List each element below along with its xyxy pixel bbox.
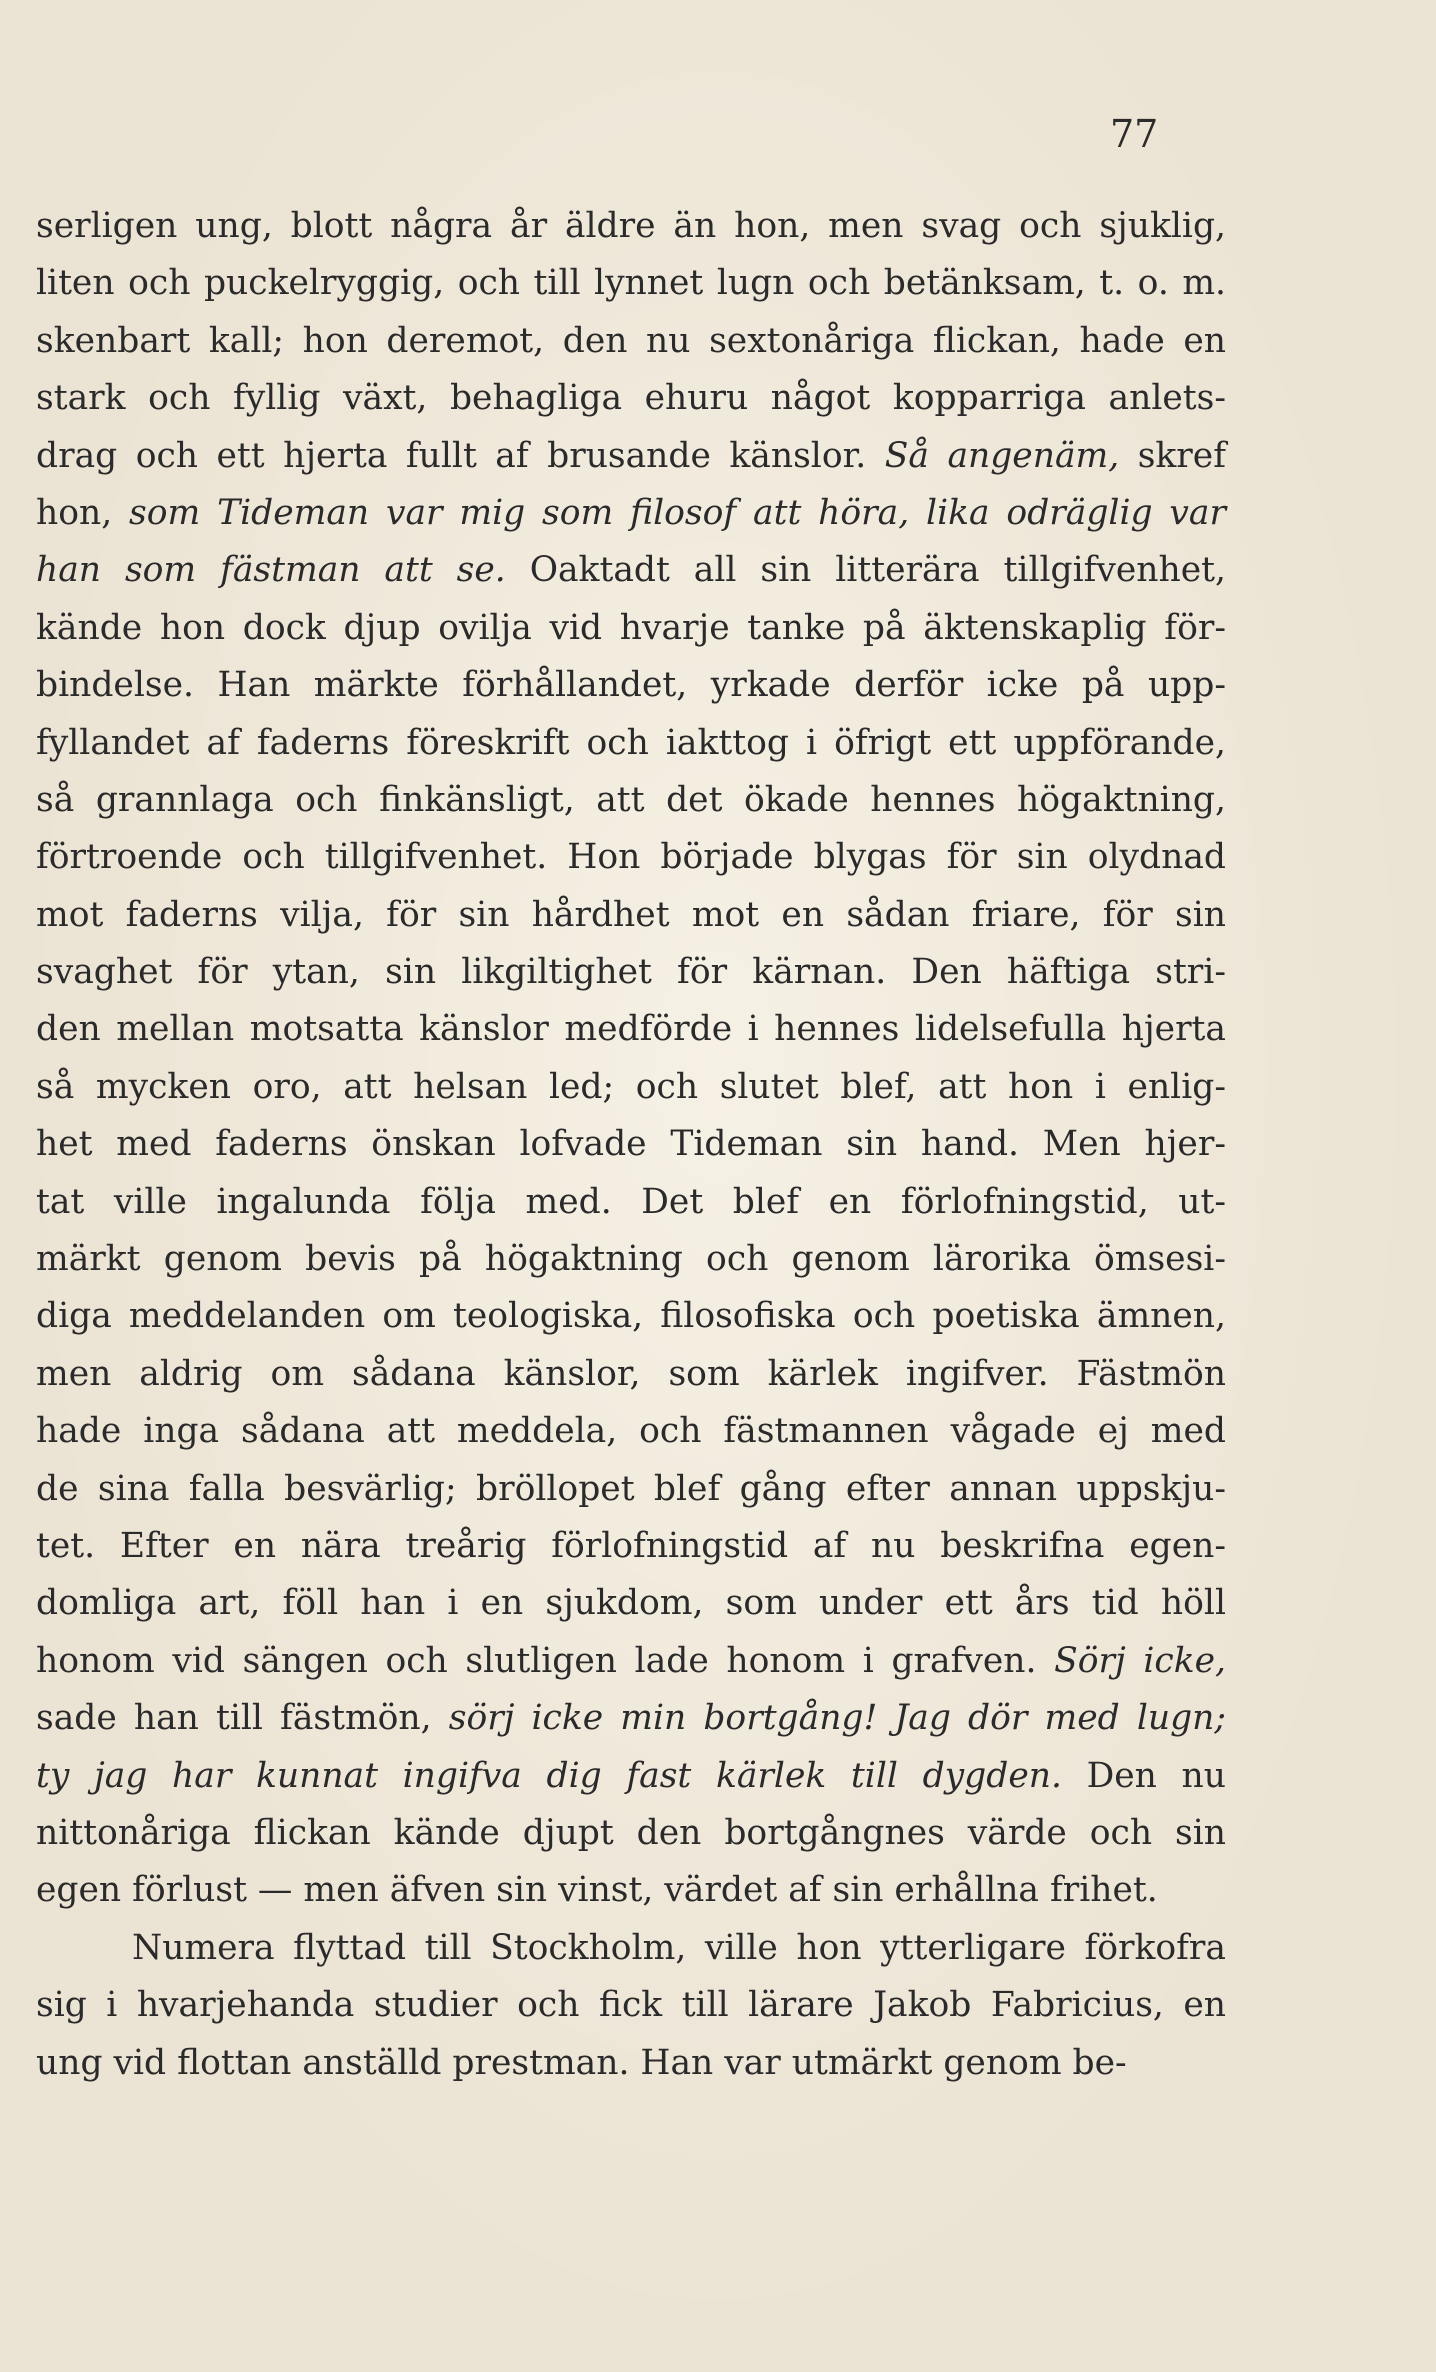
text-line bbox=[36, 2035, 1226, 2092]
italic-quote-segment: ty jag har kunnat ingifva dig fast kärlek till dygden. bbox=[36, 1755, 1062, 1796]
text-segment: liten och puckelryggig, och till lynnet lugn och betänksam, t. o. m. bbox=[36, 263, 1226, 304]
text-segment: stark och fyllig växt, behagliga ehuru något kopparriga anlets- bbox=[36, 378, 1226, 419]
text-line bbox=[36, 1977, 1226, 2034]
text-segment: märkt genom bevis på högaktning och genom lärorika ömsesi- bbox=[36, 1239, 1226, 1280]
text-line bbox=[36, 1231, 1226, 1288]
text-segment: men aldrig om sådana känslor, som kärlek ingifver. Fästmön bbox=[36, 1353, 1226, 1394]
text-line bbox=[36, 1748, 1226, 1805]
text-segment: Den nu bbox=[1061, 1755, 1226, 1796]
text-line bbox=[36, 313, 1226, 370]
text-segment: skenbart kall; hon deremot, den nu sextonåriga flickan, hade en bbox=[36, 320, 1226, 361]
text-line bbox=[36, 485, 1226, 542]
text-segment: tet. Efter en nära treårig förlofningstid af nu beskrifna egen- bbox=[36, 1525, 1226, 1566]
text-segment: sade han till fästmön, bbox=[36, 1698, 449, 1739]
text-segment: het med faderns önskan lofvade Tideman sin hand. Men hjer- bbox=[36, 1124, 1226, 1165]
text-line bbox=[36, 370, 1226, 427]
text-line bbox=[36, 1346, 1226, 1403]
text-segment: Oaktadt all sin litterära tillgifvenhet, bbox=[505, 550, 1226, 591]
text-line bbox=[36, 1575, 1226, 1632]
text-segment: så mycken oro, att helsan led; och slutet blef, att hon i enlig- bbox=[36, 1066, 1226, 1107]
text-segment: ung vid flottan anställd prestman. Han var utmärkt genom be- bbox=[36, 2042, 1127, 2083]
text-line bbox=[36, 1518, 1226, 1575]
text-segment: fyllandet af faderns föreskrift och iakttog i öfrigt ett uppförande, bbox=[36, 722, 1226, 763]
text-segment: svaghet för ytan, sin likgiltighet för kärnan. Den häftiga stri- bbox=[36, 952, 1226, 993]
italic-quote-segment: Sörj icke, bbox=[1054, 1640, 1226, 1681]
text-line bbox=[36, 1059, 1226, 1116]
text-segment: de sina falla besvärlig; bröllopet blef gång efter annan uppskju- bbox=[36, 1468, 1226, 1509]
text-line bbox=[36, 944, 1226, 1001]
text-segment: nittonåriga flickan kände djupt den bortgångnes värde och sin bbox=[36, 1812, 1226, 1853]
text-segment: förtroende och tillgifvenhet. Hon började blygas för sin olydnad bbox=[36, 837, 1226, 878]
text-line bbox=[36, 1174, 1226, 1231]
text-line bbox=[36, 1288, 1226, 1345]
italic-quote-segment: som Tideman var mig som filosof att höra, lika odräglig var bbox=[129, 492, 1226, 533]
text-segment: egen förlust — men äfven sin vinst, värdet af sin erhållna frihet. bbox=[36, 1870, 1158, 1911]
text-line bbox=[36, 1920, 1226, 1977]
text-segment: diga meddelanden om teologiska, filosofiska och poetiska ämnen, bbox=[36, 1296, 1226, 1337]
italic-quote-segment: Så angenäm, bbox=[884, 435, 1120, 476]
text-line bbox=[36, 542, 1226, 599]
text-segment: bindelse. Han märkte förhållandet, yrkade derför icke på upp- bbox=[36, 665, 1226, 706]
text-line bbox=[36, 1690, 1226, 1747]
text-segment: skref bbox=[1119, 435, 1226, 476]
text-line bbox=[36, 715, 1226, 772]
text-line bbox=[36, 1403, 1226, 1460]
text-line bbox=[36, 1862, 1226, 1919]
text-line bbox=[36, 657, 1226, 714]
body-text bbox=[36, 198, 1226, 2092]
text-line bbox=[36, 887, 1226, 944]
text-segment: honom vid sängen och slutligen lade honom i grafven. bbox=[36, 1640, 1055, 1681]
text-segment: den mellan motsatta känslor medförde i hennes lidelsefulla hjerta bbox=[36, 1009, 1226, 1050]
text-line bbox=[36, 1001, 1226, 1058]
italic-quote-segment: han som fästman att se. bbox=[36, 550, 506, 591]
text-line bbox=[36, 600, 1226, 657]
text-segment: Numera flyttad till Stockholm, ville hon ytterligare förkofra bbox=[132, 1927, 1226, 1968]
text-line bbox=[36, 1461, 1226, 1518]
text-line bbox=[36, 198, 1226, 255]
text-segment: kände hon dock djup ovilja vid hvarje tanke på äktenskaplig för- bbox=[36, 607, 1226, 648]
italic-quote-segment: sörj icke min bortgång! Jag dör med lugn; bbox=[448, 1698, 1226, 1739]
text-line bbox=[36, 428, 1226, 485]
text-line bbox=[36, 1805, 1226, 1862]
text-segment: mot faderns vilja, för sin hårdhet mot en sådan friare, för sin bbox=[36, 894, 1226, 935]
text-segment: så grannlaga och finkänsligt, att det ökade hennes högaktning, bbox=[36, 779, 1226, 820]
text-segment: hon, bbox=[36, 492, 130, 533]
text-segment: domliga art, föll han i en sjukdom, som under ett års tid höll bbox=[36, 1583, 1226, 1624]
text-line bbox=[36, 1633, 1226, 1690]
text-segment: serligen ung, blott några år äldre än hon, men svag och sjuklig, bbox=[36, 206, 1226, 246]
text-line bbox=[36, 255, 1226, 312]
text-segment: drag och ett hjerta fullt af brusande känslor. bbox=[36, 435, 885, 476]
text-segment: tat ville ingalunda följa med. Det blef en förlofningstid, ut- bbox=[36, 1181, 1226, 1222]
page-number: 77 bbox=[1110, 112, 1159, 156]
text-line bbox=[36, 772, 1226, 829]
text-line bbox=[36, 829, 1226, 886]
text-segment: hade inga sådana att meddela, och fästmannen vågade ej med bbox=[36, 1411, 1226, 1452]
text-segment: sig i hvarjehanda studier och fick till lärare Jakob Fabricius, en bbox=[36, 1985, 1226, 2026]
text-line bbox=[36, 1116, 1226, 1173]
